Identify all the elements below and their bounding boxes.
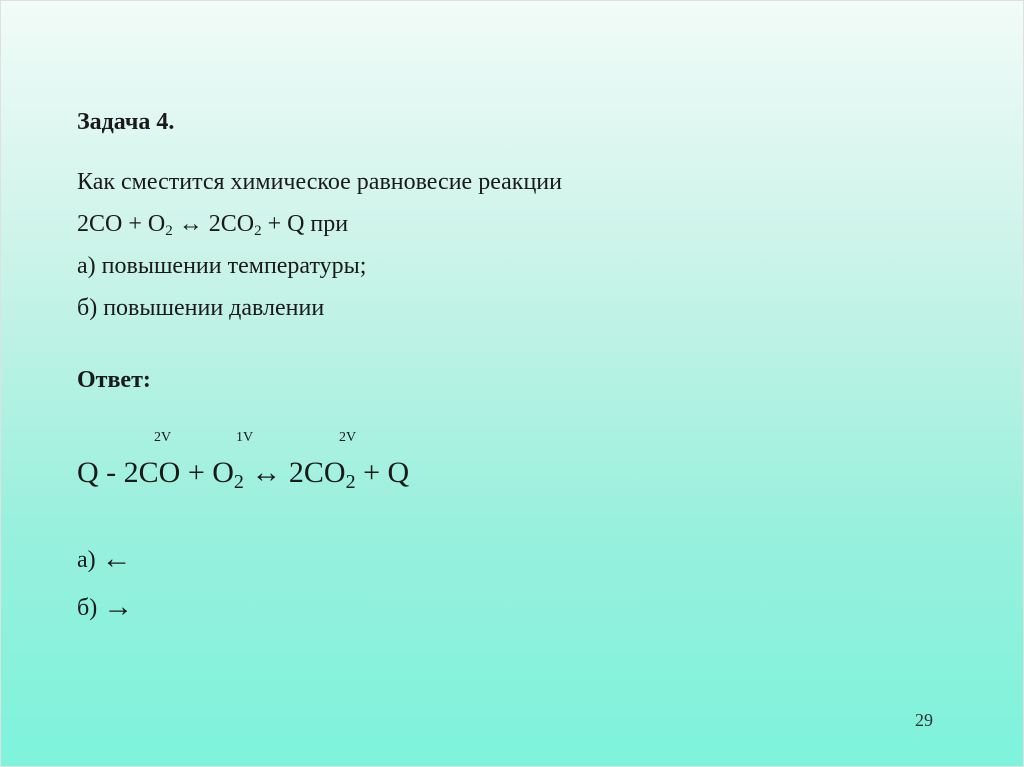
equation-part-1: 2CO + O xyxy=(77,211,166,237)
arrow-right-icon: → xyxy=(103,590,134,623)
option-b: б) повышении давлении xyxy=(77,295,325,321)
answer-equation-part-2: ↔ 2CO xyxy=(243,456,346,489)
answer-equation-part-1: Q - 2CO + O xyxy=(77,456,234,489)
answer-a xyxy=(77,542,132,575)
answer-equation xyxy=(77,456,410,493)
arrow-left-icon: ← xyxy=(101,542,132,575)
answer-b xyxy=(77,590,134,623)
option-a: а) повышении температуры; xyxy=(77,253,367,279)
answer-equation-subscript-2: 2 xyxy=(345,471,356,493)
valence-label-2: 1V xyxy=(236,430,254,445)
equation-subscript-2: 2 xyxy=(254,223,262,239)
answer-equation-part-3: + Q xyxy=(355,456,410,489)
question-text: Как сместится химическое равновесие реакции xyxy=(77,169,562,195)
valence-label-1: 2V xyxy=(154,430,172,445)
reaction-equation xyxy=(77,210,348,238)
answer-a-label: а) xyxy=(77,547,102,573)
equation-part-3: + Q при xyxy=(261,211,349,237)
valence-label-3: 2V xyxy=(339,430,357,445)
equation-part-2: ↔ 2CO xyxy=(172,211,255,237)
answer-b-label: б) xyxy=(77,595,104,621)
answer-equation-subscript-1: 2 xyxy=(233,471,244,493)
task-title: Задача 4. xyxy=(77,109,175,135)
page-number: 29 xyxy=(915,710,933,730)
equation-subscript-1: 2 xyxy=(165,223,173,239)
answer-heading: Ответ: xyxy=(77,367,151,393)
